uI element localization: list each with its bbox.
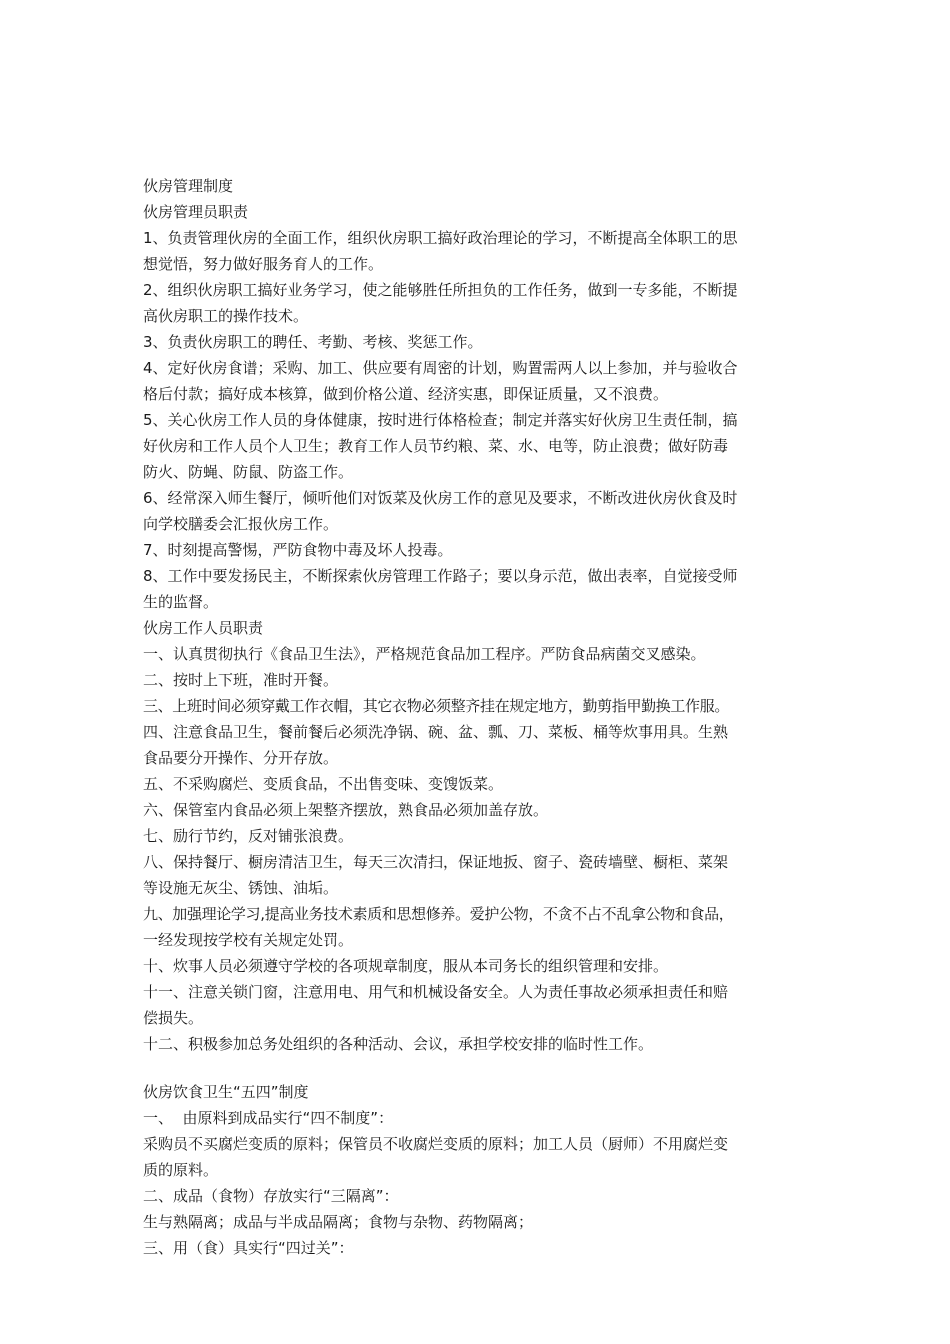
paragraph-line: 四、注意食品卫生，餐前餐后必须洗净锅、碗、盆、瓢、刀、菜板、桶等炊事用具。生熟 xyxy=(143,723,729,741)
manager-duty-5 xyxy=(143,407,813,485)
paragraph-line: 十一、注意关锁门窗，注意用电、用气和机械设备安全。人为责任事故必须承担责任和赔 xyxy=(143,983,729,1001)
paragraph-line: 一、认真贯彻执行《食品卫生法》，严格规范食品加工程序。严防食品病菌交叉感染。 xyxy=(143,645,706,663)
paragraph-line: 十、炊事人员必须遵守学校的各项规章制度，服从本司务长的组织管理和安排。 xyxy=(143,957,669,975)
staff-duty-7 xyxy=(143,823,813,849)
staff-duty-4 xyxy=(143,719,813,771)
document-title: 伙房管理制度 xyxy=(143,177,234,195)
paragraph-line: 二、成品（食物）存放实行“三隔离”： xyxy=(143,1187,399,1205)
blank-line xyxy=(143,1057,813,1079)
paragraph-line: 三、用（食）具实行“四过关”： xyxy=(143,1239,354,1257)
paragraph-line: 七、励行节约，反对铺张浪费。 xyxy=(143,827,354,845)
paragraph-line: 八、保持餐厅、橱房清洁卫生，每天三次清扫，保证地扳、窗子、瓷砖墙壁、橱柜、菜架 xyxy=(143,853,729,871)
paragraph-line: 高伙房职工的操作技术。 xyxy=(143,307,309,325)
paragraph-line: 5、关心伙房工作人员的身体健康，按时进行体格检查；制定并落实好伙房卫生责任制，搞 xyxy=(143,411,738,429)
paragraph-line: 向学校膳委会汇报伙房工作。 xyxy=(143,515,339,533)
paragraph-line: 2、组织伙房职工搞好业务学习，使之能够胜任所担负的工作任务，做到一专多能，不断提 xyxy=(143,281,738,299)
document-page xyxy=(143,173,813,1261)
section-heading-manager-duties: 伙房管理员职责 xyxy=(143,203,249,221)
paragraph-line: 8、工作中要发扬民主，不断探索伙房管理工作路子；要以身示范，做出表率，自觉接受师 xyxy=(143,567,738,585)
staff-duty-11 xyxy=(143,979,813,1031)
paragraph-line: 4、定好伙房食谱；采购、加工、供应要有周密的计划，购置需两人以上参加，并与验收合 xyxy=(143,359,738,377)
paragraph-line: 6、经常深入师生餐厅，倾听他们对饭菜及伙房工作的意见及要求，不断改进伙房伙食及时 xyxy=(143,489,738,507)
paragraph-line: 一经发现按学校有关规定处罚。 xyxy=(143,931,354,949)
section-heading-hygiene-rules: 伙房饮食卫生“五四”制度 xyxy=(143,1083,309,1101)
manager-duty-8 xyxy=(143,563,813,615)
manager-duty-7 xyxy=(143,537,813,563)
section-heading-staff-duties: 伙房工作人员职责 xyxy=(143,619,264,637)
paragraph-line: 五、不采购腐烂、变质食品，不出售变味、变馊饭菜。 xyxy=(143,775,504,793)
paragraph-line: 防火、防蝇、防鼠、防盗工作。 xyxy=(143,463,354,481)
staff-duty-3 xyxy=(143,693,813,719)
staff-duty-5 xyxy=(143,771,813,797)
hygiene-rule-1 xyxy=(143,1105,813,1131)
paragraph-line: 采购员不买腐烂变质的原料；保管员不收腐烂变质的原料；加工人员（厨师）不用腐烂变 xyxy=(143,1135,729,1153)
manager-duty-4 xyxy=(143,355,813,407)
staff-duty-1 xyxy=(143,641,813,667)
paragraph-line: 食品要分开操作、分开存放。 xyxy=(143,749,339,767)
paragraph-line: 想觉悟，努力做好服务育人的工作。 xyxy=(143,255,384,273)
paragraph-line: 质的原料。 xyxy=(143,1161,219,1179)
staff-duty-12 xyxy=(143,1031,813,1057)
paragraph-line: 3、负责伙房职工的聘任、考勤、考核、奖惩工作。 xyxy=(143,333,483,351)
paragraph-line: 格后付款；搞好成本核算，做到价格公道、经济实惠，即保证质量，又不浪费。 xyxy=(143,385,669,403)
staff-duty-8 xyxy=(143,849,813,901)
paragraph-line: 六、保管室内食品必须上架整齐摆放，熟食品必须加盖存放。 xyxy=(143,801,549,819)
paragraph-line: 生与熟隔离；成品与半成品隔离；食物与杂物、药物隔离； xyxy=(143,1213,534,1231)
staff-duty-10 xyxy=(143,953,813,979)
staff-duty-9 xyxy=(143,901,813,953)
paragraph-line: 1、负责管理伙房的全面工作，组织伙房职工搞好政治理论的学习，不断提高全体职工的思 xyxy=(143,229,738,247)
manager-duty-6 xyxy=(143,485,813,537)
paragraph-line: 三、上班时间必须穿戴工作衣帽，其它衣物必须整齐挂在规定地方，勤剪指甲勤换工作服。 xyxy=(143,697,730,715)
paragraph-line: 九、加强理论学习,提高业务技术素质和思想修养。爱护公物，不贪不占不乱拿公物和食品， xyxy=(143,905,734,923)
paragraph-line: 一、 由原料到成品实行“四不制度”： xyxy=(143,1109,394,1127)
paragraph-line: 偿损失。 xyxy=(143,1009,204,1027)
staff-duty-2 xyxy=(143,667,813,693)
manager-duty-1 xyxy=(143,225,813,277)
manager-duty-3 xyxy=(143,329,813,355)
manager-duty-2 xyxy=(143,277,813,329)
paragraph-line: 二、按时上下班，准时开餐。 xyxy=(143,671,339,689)
paragraph-line: 7、时刻提高警惕，严防食物中毒及坏人投毒。 xyxy=(143,541,453,559)
hygiene-rule-3 xyxy=(143,1235,813,1261)
hygiene-rule-2 xyxy=(143,1183,813,1209)
paragraph-line: 等设施无灰尘、锈蚀、油垢。 xyxy=(143,879,339,897)
hygiene-rule-1-detail xyxy=(143,1131,813,1183)
paragraph-line: 十二、积极参加总务处组织的各种活动、会议，承担学校安排的临时性工作。 xyxy=(143,1035,654,1053)
staff-duty-6 xyxy=(143,797,813,823)
hygiene-rule-2-detail xyxy=(143,1209,813,1235)
paragraph-line: 好伙房和工作人员个人卫生；教育工作人员节约粮、菜、水、电等，防止浪费；做好防毒 xyxy=(143,437,729,455)
paragraph-line: 生的监督。 xyxy=(143,593,219,611)
